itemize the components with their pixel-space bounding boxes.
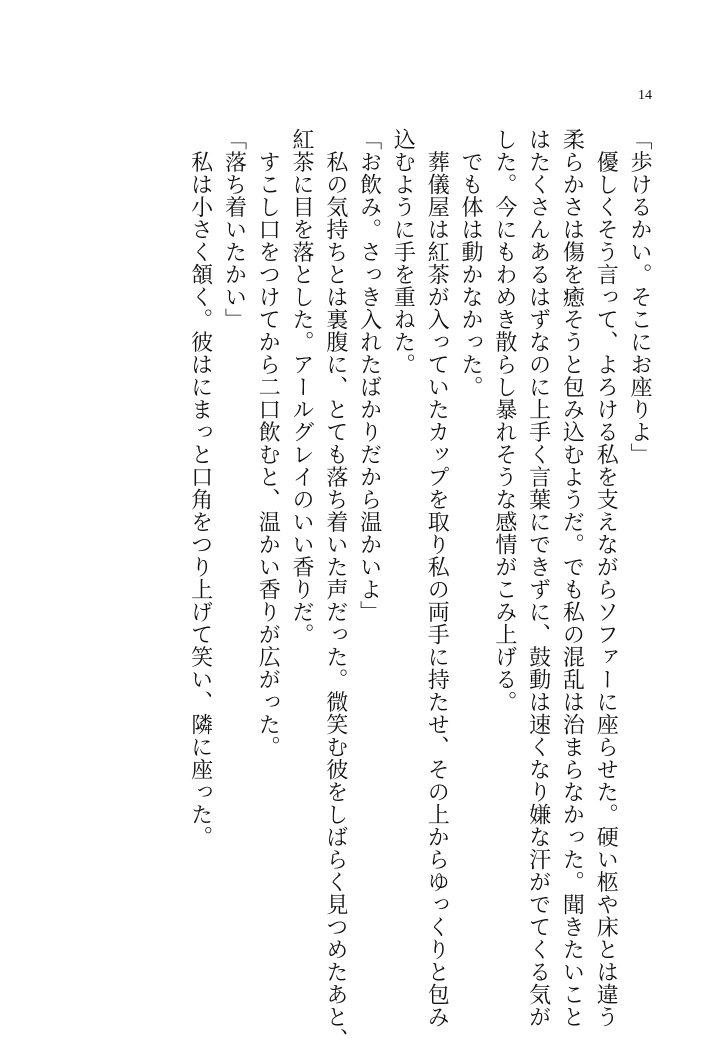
vertical-text-body: [183, 128, 656, 1051]
text-line: 込むように手を重ねた。: [390, 128, 416, 376]
text-line: 「落ち着いたかい」: [221, 128, 247, 331]
text-line: 私は小さく頷く。彼はにまっと口角をつり上げて笑い、隣に座った。: [187, 128, 213, 848]
text-line: 「お飲み。さっき入れたばかりだから温かいよ」: [356, 128, 382, 623]
text-line: 優しくそう言って、よろける私を支えながらソファーに座らせた。硬い柩や床とは違う: [593, 128, 619, 1028]
page-number: 14: [638, 88, 652, 103]
text-line: 紅茶に目を落とした。アールグレイのいい香りだ。: [289, 128, 315, 646]
text-line: はたくさんあるはずなのに上手く言葉にできずに、鼓動は速くなり嫌な汗がでてくる気が: [525, 128, 551, 1028]
text-line: した。今にもわめき散らし暴れそうな感情がこみ上げる。: [491, 128, 517, 713]
text-line: でも体は動かなかった。: [458, 128, 484, 398]
text-line: すこし口をつけてから二口飲むと、温かい香りが広がった。: [255, 128, 281, 758]
text-line: 柔らかさは傷を癒そうと包み込むようだ。でも私の混乱は治まらなかった。聞きたいこと: [559, 128, 585, 1028]
text-line: 葬儀屋は紅茶が入っていたカップを取り私の両手に持たせ、その上からゆっくりと包み: [424, 128, 450, 1028]
text-line: 「歩けるかい。そこにお座りよ」: [627, 128, 652, 466]
text-line: 私の気持ちとは裏腹に、とても落ち着いた声だった。微笑む彼をしばらく見つめたあと、: [322, 128, 348, 1051]
